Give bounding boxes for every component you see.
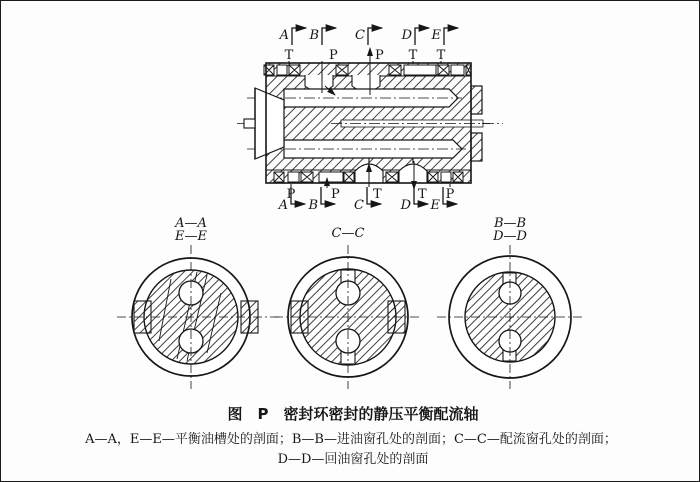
cross-section-title: B—B [493,216,527,231]
port-label-t2-top: T [408,48,418,63]
section-label-a-top: A [279,28,289,43]
centerlines [274,245,422,389]
section-label-b-top: B [309,28,319,43]
figure-caption-line1: A—A，E—E—平衡油槽处的剖面；B—B—进油窗孔处的剖面；C—C—配流窗孔处的剖面； [85,432,617,447]
section-label-e-bottom: E [430,198,440,213]
port-label-p1-top: P [329,48,338,63]
tank-window-bottom-2 [399,164,427,183]
port-label-p2-top: P [375,48,384,63]
port-label-t1-top: T [284,48,294,63]
port-label-p3-bottom: P [445,187,455,202]
cross-section-cc [274,226,422,389]
technical-drawing [1,1,700,482]
section-label-b-bottom: B [308,198,318,213]
section-markers-top [279,28,458,45]
section-label-c-top: C [355,28,365,43]
port-label-p2-bottom: P [331,187,340,202]
cross-section-title: C—C [331,226,365,241]
left-shaft-stub [244,119,255,128]
section-label-d-top: D [401,28,412,43]
section-label-e-top: E [431,28,441,43]
left-cone-entry [244,88,284,159]
cross-section-title: D—D [493,229,527,244]
port-label-t1-bottom: T [373,187,382,202]
section-label-a-bottom: A [278,198,288,213]
figure-caption-line2: D—D—回油窗孔处的剖面 [277,452,429,467]
port-label-p1-bottom: P [286,187,296,202]
port-label-t2-bottom: T [418,187,427,202]
cross-section-aa-ee [117,216,279,389]
cross-section-bb-dd [437,216,583,389]
section-markers-bottom [278,187,457,213]
cross-section-title: E—E [175,229,207,244]
centerlines [437,245,583,389]
section-label-c-bottom: C [354,198,364,213]
port-label-t3-top: T [436,48,446,63]
section-label-d-bottom: D [400,198,411,213]
figure-title: 图 P 密封环密封的静压平衡配流轴 [227,405,479,423]
figure-captions [84,405,617,467]
cross-section-title: A—A [175,216,207,231]
